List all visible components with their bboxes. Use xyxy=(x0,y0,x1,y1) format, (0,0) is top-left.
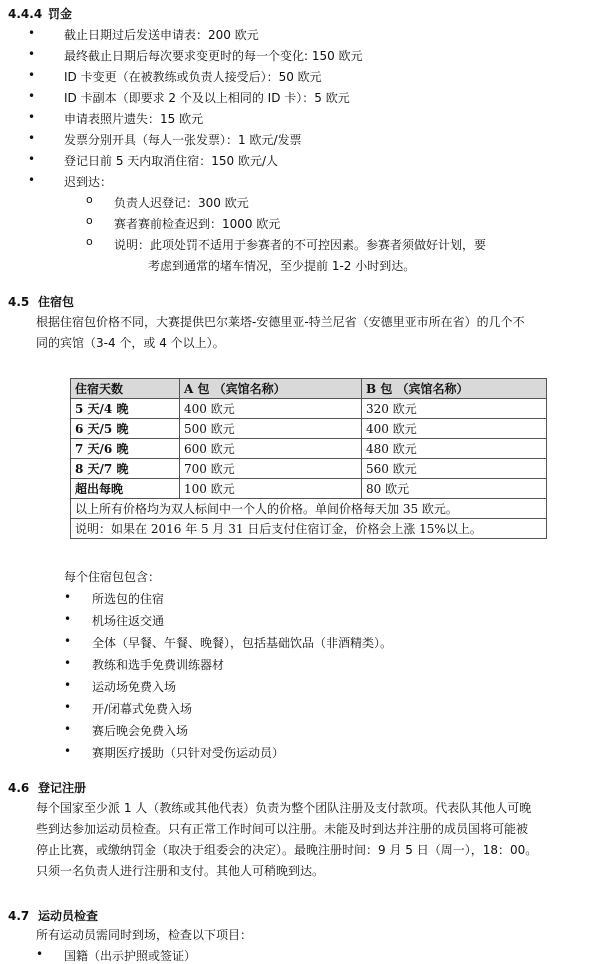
bullet-icon: • xyxy=(28,68,36,82)
column-header: B 包 （宾馆名称） xyxy=(362,379,547,399)
includes-title: 每个住宿包包含： xyxy=(64,570,161,584)
section-title: 登记注册 xyxy=(38,781,87,795)
accommodation-price-table xyxy=(70,378,547,539)
section-number: 4.7 xyxy=(8,909,30,923)
document-page: 4.4.4 罚金 • 截止日期过后发送申请表：200 欧元 • 最终截止日期后每次要求变更时的每一个变化: 150 欧元 • ID 卡变更（在被教练或负责人接受后）：50 欧元 • ID 卡副本（即要求 2 个及以上相同的 ID 卡）：5 欧元 • 申请表照片遗失：15 欧元 • 发票分别开具（每人一张发票）：1 欧元/发票 • 登记日前 5 天内取消住宿：150 欧元/人 • 迟到达： o 负责人迟登记：300 欧元 o 赛者赛前检查迟到：1000 欧元 o 说明：此项处罚不适用于参赛者的不可控因素。参赛者须做好计划，要 考虑到通常的堵车情况，至少提前 1-2 小时到达。 4.5 住宿包 根据住宿包价格不同，大赛提供巴尔莱塔-安德里亚-特兰尼省（安德里亚市所在省）的几个不 同的宾馆（3-4 个，或 4 个以上）。 住宿天数 A 包 （宾馆名称） B 包 （宾馆名称） 5 天/4 晚 400 欧元 320 欧元 6 天/5 晚 500 欧元 400 欧元 7 天/6 晚 600 欧元 480 欧元 8 天/7 晚 700 欧元 560 欧元 超出每晚 100 欧元 80 欧元 以上所有价格均为双人标间中一个人的价格。单间价格每天加 35 欧元。 说明：如果在 2016 年 5 月 31 日后支付住宿订金，价格会上涨 15%以上。 每个住宿包包含： • 所选包的住宿 • 机场往返交通 • 全体（早餐、午餐、晚餐），包括基础饮品（非酒精类）。 • 教练和选手免费训练器材 • 运动场免费入场 • 开/闭幕式免费入场 • 赛后晚会免费入场 • 赛期医疗援助（只针对受伤运动员） 4.6 登记注册 每个国家至少派 1 人（教练或其他代表）负责为整个团队注册及支付款项。代表队其他人可晚 些到达参加运动员检查。只有正常工作时间可以注册。未能及时到达并注册的成员国将可能被 停止比赛，或缴纳罚金（取决于组委会的决定）。最晚注册时间：9 月 5 日（周一），18：00。 只须一名负责人进行注册和支付。其他人可稍晚到达。 4.7 运动员检查 所有运动员需同时到场，检查以下项目： • 国籍（出示护照或签证） xyxy=(0,0,616,964)
bullet-icon: • xyxy=(28,110,36,124)
section-number: 4.5 xyxy=(8,295,30,309)
section-4-5-heading xyxy=(8,293,74,310)
section-4-5-intro: 根据住宿包价格不同，大赛提供巴尔莱塔-安德里亚-特兰尼省（安德里亚市所在省）的几个不 同的宾馆（3-4 个，或 4 个以上）。 xyxy=(36,315,525,350)
bullet-icon: • xyxy=(28,173,36,187)
bullet-icon: • xyxy=(64,722,72,736)
section-4-7-heading xyxy=(8,907,98,924)
section-title: 住宿包 xyxy=(38,295,75,309)
table-row: 8 天/7 晚 700 欧元 560 欧元 xyxy=(71,459,547,479)
bullet-icon: • xyxy=(64,612,72,626)
column-header: 住宿天数 xyxy=(71,379,180,399)
bullet-icon: • xyxy=(28,26,36,40)
bullet-icon: • xyxy=(64,744,72,758)
bullet-icon: • xyxy=(64,634,72,648)
bullet-icon: • xyxy=(28,131,36,145)
circle-bullet-icon: o xyxy=(86,193,93,206)
column-header: A 包 （宾馆名称） xyxy=(180,379,362,399)
bullet-icon: • xyxy=(64,678,72,692)
bullet-icon: • xyxy=(28,152,36,166)
section-4-6-body: 每个国家至少派 1 人（教练或其他代表）负责为整个团队注册及支付款项。代表队其他人可晚 些到达参加运动员检查。只有正常工作时间可以注册。未能及时到达并注册的成员国将可能被 停止比赛，或缴纳罚金（取决于组委会的决定）。最晚注册时间：9 月 5 日（周一），18：00。 只须一名负责人进行注册和支付。其他人可稍晚到达。 xyxy=(36,801,538,878)
section-4-4-4-heading xyxy=(8,5,72,22)
sub-list-item-continuation: 考虑到通常的堵车情况，至少提前 1-2 小时到达。 xyxy=(148,259,416,273)
table-note-row: 以上所有价格均为双人标间中一个人的价格。单间价格每天加 35 欧元。 xyxy=(71,499,547,519)
bullet-icon: • xyxy=(64,700,72,714)
section-4-6-heading xyxy=(8,779,86,796)
section-4-7-intro: 所有运动员需同时到场，检查以下项目： xyxy=(36,928,253,942)
section-number: 4.4.4 xyxy=(8,7,43,21)
table-header-row xyxy=(71,379,547,399)
bullet-icon: • xyxy=(28,47,36,61)
bullet-icon: • xyxy=(28,89,36,103)
table-row: 5 天/4 晚 400 欧元 320 欧元 xyxy=(71,399,547,419)
table-note-row: 说明：如果在 2016 年 5 月 31 日后支付住宿订金，价格会上涨 15%以上。 xyxy=(71,519,547,539)
circle-bullet-icon: o xyxy=(86,214,93,227)
section-title: 运动员检查 xyxy=(38,909,99,923)
bullet-icon: • xyxy=(64,656,72,670)
bullet-icon: • xyxy=(64,590,72,604)
circle-bullet-icon: o xyxy=(86,235,93,248)
bullet-icon: • xyxy=(36,947,44,961)
section-title: 罚金 xyxy=(48,7,73,21)
section-number: 4.6 xyxy=(8,781,30,795)
table-row: 超出每晚 100 欧元 80 欧元 xyxy=(71,479,547,499)
table-row: 7 天/6 晚 600 欧元 480 欧元 xyxy=(71,439,547,459)
table-row: 6 天/5 晚 500 欧元 400 欧元 xyxy=(71,419,547,439)
